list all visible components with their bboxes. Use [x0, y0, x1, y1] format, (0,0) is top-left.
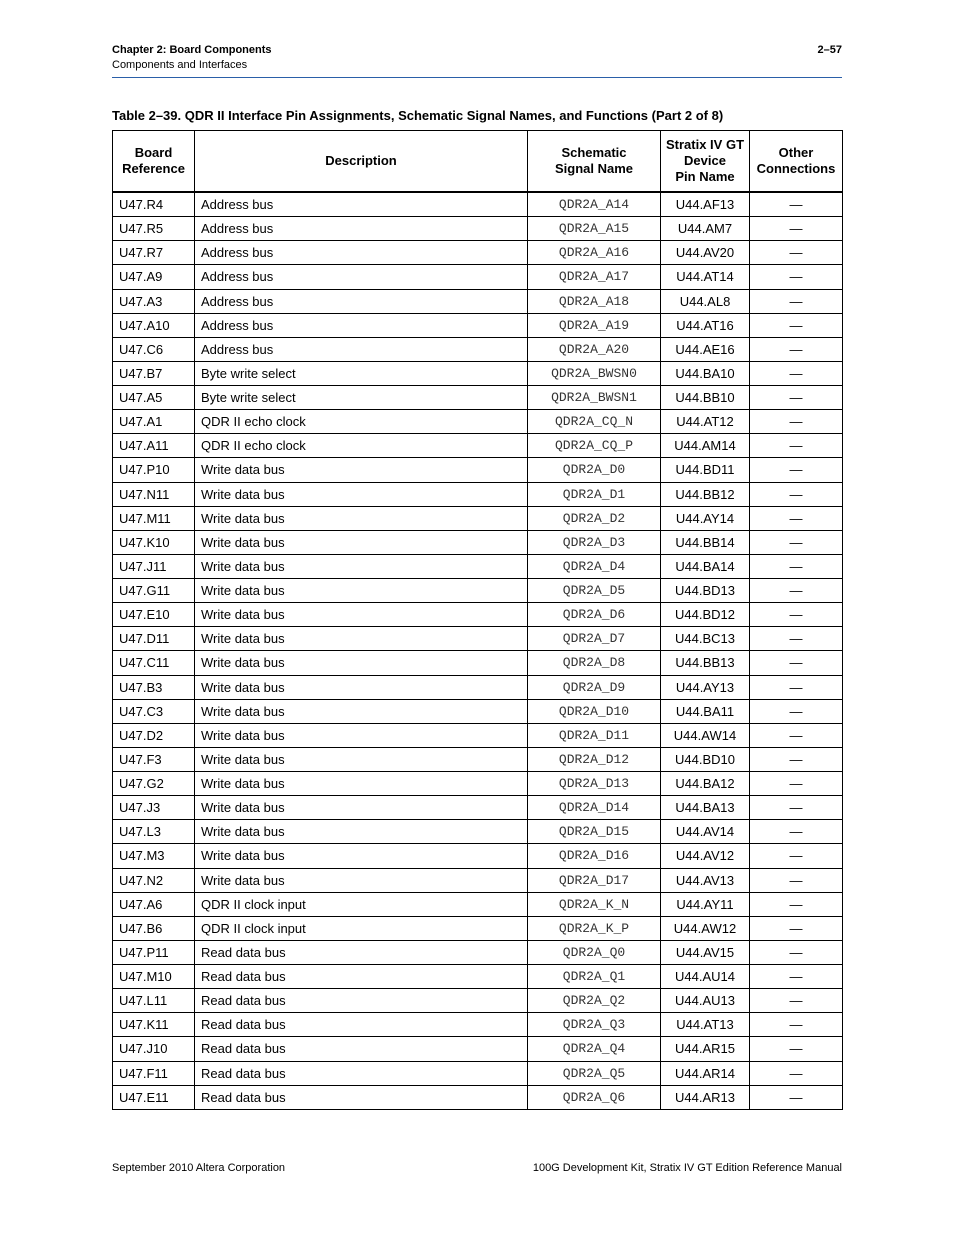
cell-board-reference: U47.G11 [113, 579, 195, 603]
cell-description: Write data bus [195, 820, 528, 844]
cell-other-connections: — [750, 265, 843, 289]
table-row [113, 965, 843, 989]
cell-pin-name: U44.AT12 [661, 410, 750, 434]
cell-description: Read data bus [195, 1013, 528, 1037]
cell-board-reference: U47.K10 [113, 530, 195, 554]
table-row [113, 844, 843, 868]
cell-other-connections: — [750, 530, 843, 554]
table-row [113, 265, 843, 289]
cell-other-connections: — [750, 482, 843, 506]
cell-signal-name: QDR2A_K_P [528, 916, 661, 940]
table-row [113, 989, 843, 1013]
cell-pin-name: U44.AL8 [661, 289, 750, 313]
cell-signal-name: QDR2A_BWSN1 [528, 386, 661, 410]
cell-pin-name: U44.AY13 [661, 675, 750, 699]
cell-description: Byte write select [195, 386, 528, 410]
cell-description: Byte write select [195, 361, 528, 385]
footer-date-company: September 2010 Altera Corporation [112, 1162, 286, 1174]
cell-signal-name: QDR2A_Q2 [528, 989, 661, 1013]
table-row [113, 241, 843, 265]
cell-description: Address bus [195, 313, 528, 337]
cell-pin-name: U44.AM14 [661, 434, 750, 458]
cell-signal-name: QDR2A_Q4 [528, 1037, 661, 1061]
cell-description: Write data bus [195, 747, 528, 771]
header-line: Pin Name [675, 169, 735, 184]
header-rule [112, 77, 842, 78]
cell-signal-name: QDR2A_D6 [528, 603, 661, 627]
table-row [113, 627, 843, 651]
cell-other-connections: — [750, 940, 843, 964]
running-header [112, 43, 272, 73]
cell-other-connections: — [750, 386, 843, 410]
cell-board-reference: U47.A9 [113, 265, 195, 289]
cell-pin-name: U44.BD12 [661, 603, 750, 627]
cell-signal-name: QDR2A_Q3 [528, 1013, 661, 1037]
cell-pin-name: U44.BB14 [661, 530, 750, 554]
table-row [113, 361, 843, 385]
table-row [113, 434, 843, 458]
table-row [113, 675, 843, 699]
header-line: Stratix IV GT [665, 137, 745, 152]
table-row [113, 940, 843, 964]
cell-pin-name: U44.AT13 [661, 1013, 750, 1037]
cell-description: Write data bus [195, 603, 528, 627]
cell-board-reference: U47.J11 [113, 554, 195, 578]
cell-board-reference: U47.E11 [113, 1085, 195, 1109]
cell-signal-name: QDR2A_BWSN0 [528, 361, 661, 385]
cell-description: Address bus [195, 265, 528, 289]
cell-other-connections: — [750, 699, 843, 723]
cell-other-connections: — [750, 192, 843, 217]
cell-signal-name: QDR2A_Q0 [528, 940, 661, 964]
table-row [113, 1037, 843, 1061]
cell-signal-name: QDR2A_D17 [528, 868, 661, 892]
cell-description: Write data bus [195, 651, 528, 675]
cell-signal-name: QDR2A_D13 [528, 772, 661, 796]
cell-board-reference: U47.B6 [113, 916, 195, 940]
table-header-row [113, 131, 843, 193]
cell-description: Write data bus [195, 796, 528, 820]
table-row [113, 603, 843, 627]
cell-signal-name: QDR2A_Q5 [528, 1061, 661, 1085]
cell-other-connections: — [750, 796, 843, 820]
col-header-schematic-signal-name [528, 131, 661, 193]
col-header-other-connections [750, 131, 843, 193]
cell-description: Address bus [195, 192, 528, 217]
cell-signal-name: QDR2A_D12 [528, 747, 661, 771]
cell-description: Write data bus [195, 868, 528, 892]
page-number: 2–57 [817, 44, 842, 56]
cell-description: QDR II clock input [195, 892, 528, 916]
table-row [113, 651, 843, 675]
table-row [113, 579, 843, 603]
cell-pin-name: U44.AT16 [661, 313, 750, 337]
cell-pin-name: U44.AV12 [661, 844, 750, 868]
cell-board-reference: U47.N2 [113, 868, 195, 892]
cell-pin-name: U44.BA10 [661, 361, 750, 385]
cell-signal-name: QDR2A_D10 [528, 699, 661, 723]
cell-signal-name: QDR2A_D4 [528, 554, 661, 578]
cell-description: Write data bus [195, 506, 528, 530]
cell-pin-name: U44.BD10 [661, 747, 750, 771]
cell-description: Address bus [195, 217, 528, 241]
cell-signal-name: QDR2A_K_N [528, 892, 661, 916]
table-row [113, 1085, 843, 1109]
cell-pin-name: U44.AV14 [661, 820, 750, 844]
cell-pin-name: U44.AV13 [661, 868, 750, 892]
cell-board-reference: U47.A3 [113, 289, 195, 313]
cell-description: Read data bus [195, 1061, 528, 1085]
cell-other-connections: — [750, 434, 843, 458]
table-row [113, 1013, 843, 1037]
cell-board-reference: U47.C11 [113, 651, 195, 675]
cell-signal-name: QDR2A_D16 [528, 844, 661, 868]
table-row [113, 217, 843, 241]
table-row [113, 868, 843, 892]
table-row [113, 458, 843, 482]
cell-board-reference: U47.J3 [113, 796, 195, 820]
cell-pin-name: U44.AV15 [661, 940, 750, 964]
cell-other-connections: — [750, 627, 843, 651]
cell-board-reference: U47.M11 [113, 506, 195, 530]
cell-board-reference: U47.A11 [113, 434, 195, 458]
cell-pin-name: U44.AM7 [661, 217, 750, 241]
cell-signal-name: QDR2A_CQ_P [528, 434, 661, 458]
cell-board-reference: U47.A5 [113, 386, 195, 410]
cell-other-connections: — [750, 965, 843, 989]
table-row [113, 1061, 843, 1085]
table-row [113, 410, 843, 434]
cell-description: Read data bus [195, 989, 528, 1013]
cell-other-connections: — [750, 892, 843, 916]
header-line: Reference [122, 161, 185, 176]
cell-signal-name: QDR2A_D8 [528, 651, 661, 675]
table-row [113, 337, 843, 361]
table-row [113, 386, 843, 410]
cell-description: Write data bus [195, 530, 528, 554]
cell-other-connections: — [750, 651, 843, 675]
cell-board-reference: U47.A6 [113, 892, 195, 916]
table-row [113, 289, 843, 313]
cell-pin-name: U44.BA11 [661, 699, 750, 723]
cell-other-connections: — [750, 989, 843, 1013]
header-line: Other [778, 145, 814, 160]
cell-other-connections: — [750, 289, 843, 313]
cell-signal-name: QDR2A_Q1 [528, 965, 661, 989]
cell-pin-name: U44.BB13 [661, 651, 750, 675]
cell-board-reference: U47.P10 [113, 458, 195, 482]
cell-description: Write data bus [195, 772, 528, 796]
cell-other-connections: — [750, 1013, 843, 1037]
cell-board-reference: U47.R4 [113, 192, 195, 217]
cell-pin-name: U44.AE16 [661, 337, 750, 361]
cell-pin-name: U44.BA13 [661, 796, 750, 820]
cell-board-reference: U47.A10 [113, 313, 195, 337]
cell-description: QDR II clock input [195, 916, 528, 940]
cell-pin-name: U44.AR13 [661, 1085, 750, 1109]
cell-board-reference: U47.R5 [113, 217, 195, 241]
cell-board-reference: U47.P11 [113, 940, 195, 964]
cell-board-reference: U47.M10 [113, 965, 195, 989]
cell-other-connections: — [750, 241, 843, 265]
table-row [113, 699, 843, 723]
table-row [113, 506, 843, 530]
cell-signal-name: QDR2A_D3 [528, 530, 661, 554]
cell-description: Write data bus [195, 844, 528, 868]
header-line: Schematic [561, 145, 627, 160]
cell-other-connections: — [750, 217, 843, 241]
cell-signal-name: QDR2A_A15 [528, 217, 661, 241]
col-header-board-reference [113, 131, 195, 193]
header-line: Device [684, 153, 726, 168]
cell-signal-name: QDR2A_A16 [528, 241, 661, 265]
cell-description: QDR II echo clock [195, 434, 528, 458]
cell-board-reference: U47.E10 [113, 603, 195, 627]
col-header-description [195, 131, 528, 193]
table-row [113, 892, 843, 916]
cell-signal-name: QDR2A_D7 [528, 627, 661, 651]
cell-board-reference: U47.C3 [113, 699, 195, 723]
cell-pin-name: U44.AR14 [661, 1061, 750, 1085]
table-row [113, 796, 843, 820]
cell-description: Write data bus [195, 699, 528, 723]
cell-board-reference: U47.A1 [113, 410, 195, 434]
table-row [113, 192, 843, 217]
cell-pin-name: U44.AW14 [661, 723, 750, 747]
cell-other-connections: — [750, 1037, 843, 1061]
header-line: Signal Name [554, 161, 634, 176]
cell-board-reference: U47.F3 [113, 747, 195, 771]
cell-pin-name: U44.AR15 [661, 1037, 750, 1061]
cell-description: Address bus [195, 241, 528, 265]
cell-other-connections: — [750, 772, 843, 796]
cell-description: Read data bus [195, 965, 528, 989]
cell-signal-name: QDR2A_D1 [528, 482, 661, 506]
cell-description: Write data bus [195, 723, 528, 747]
cell-pin-name: U44.AW12 [661, 916, 750, 940]
header-line: Description [325, 153, 397, 168]
header-line: Connections [756, 161, 836, 176]
cell-pin-name: U44.BD13 [661, 579, 750, 603]
table-row [113, 916, 843, 940]
cell-board-reference: U47.D11 [113, 627, 195, 651]
cell-pin-name: U44.BA12 [661, 772, 750, 796]
cell-other-connections: — [750, 844, 843, 868]
cell-other-connections: — [750, 1085, 843, 1109]
pin-assignment-table [112, 130, 843, 1110]
cell-board-reference: U47.L3 [113, 820, 195, 844]
table-row [113, 747, 843, 771]
cell-board-reference: U47.L11 [113, 989, 195, 1013]
cell-other-connections: — [750, 723, 843, 747]
cell-pin-name: U44.AU13 [661, 989, 750, 1013]
section-title: Components and Interfaces [112, 59, 248, 71]
cell-board-reference: U47.C6 [113, 337, 195, 361]
table-row [113, 723, 843, 747]
cell-board-reference: U47.G2 [113, 772, 195, 796]
cell-board-reference: U47.J10 [113, 1037, 195, 1061]
cell-other-connections: — [750, 868, 843, 892]
cell-other-connections: — [750, 747, 843, 771]
cell-description: Write data bus [195, 627, 528, 651]
cell-pin-name: U44.AF13 [661, 192, 750, 217]
cell-signal-name: QDR2A_A20 [528, 337, 661, 361]
cell-pin-name: U44.BB12 [661, 482, 750, 506]
cell-other-connections: — [750, 1061, 843, 1085]
cell-board-reference: U47.F11 [113, 1061, 195, 1085]
cell-other-connections: — [750, 313, 843, 337]
cell-other-connections: — [750, 675, 843, 699]
chapter-title: Chapter 2: Board Components [112, 44, 272, 56]
cell-other-connections: — [750, 458, 843, 482]
table-row [113, 820, 843, 844]
table-body [113, 192, 843, 1109]
cell-other-connections: — [750, 337, 843, 361]
cell-other-connections: — [750, 554, 843, 578]
cell-pin-name: U44.AT14 [661, 265, 750, 289]
cell-description: Read data bus [195, 940, 528, 964]
cell-signal-name: QDR2A_A17 [528, 265, 661, 289]
cell-signal-name: QDR2A_D14 [528, 796, 661, 820]
cell-description: QDR II echo clock [195, 410, 528, 434]
cell-board-reference: U47.N11 [113, 482, 195, 506]
cell-board-reference: U47.B7 [113, 361, 195, 385]
cell-signal-name: QDR2A_CQ_N [528, 410, 661, 434]
cell-pin-name: U44.AU14 [661, 965, 750, 989]
cell-description: Write data bus [195, 458, 528, 482]
cell-signal-name: QDR2A_A19 [528, 313, 661, 337]
cell-pin-name: U44.BA14 [661, 554, 750, 578]
cell-description: Read data bus [195, 1037, 528, 1061]
cell-other-connections: — [750, 361, 843, 385]
cell-signal-name: QDR2A_D5 [528, 579, 661, 603]
cell-other-connections: — [750, 916, 843, 940]
cell-description: Address bus [195, 289, 528, 313]
cell-other-connections: — [750, 603, 843, 627]
cell-description: Address bus [195, 337, 528, 361]
cell-pin-name: U44.AY14 [661, 506, 750, 530]
table-caption: Table 2–39. QDR II Interface Pin Assignments, Schematic Signal Names, and Functions (Part 2 of 8) [112, 108, 724, 123]
cell-description: Read data bus [195, 1085, 528, 1109]
cell-pin-name: U44.BB10 [661, 386, 750, 410]
cell-description: Write data bus [195, 675, 528, 699]
cell-other-connections: — [750, 579, 843, 603]
cell-signal-name: QDR2A_Q6 [528, 1085, 661, 1109]
table-row [113, 482, 843, 506]
cell-board-reference: U47.D2 [113, 723, 195, 747]
table-row [113, 772, 843, 796]
cell-signal-name: QDR2A_D11 [528, 723, 661, 747]
cell-signal-name: QDR2A_D2 [528, 506, 661, 530]
col-header-device-pin-name [661, 131, 750, 193]
header-line: Board [134, 145, 173, 160]
footer-manual-title: 100G Development Kit, Stratix IV GT Edition Reference Manual [532, 1162, 842, 1174]
cell-pin-name: U44.AY11 [661, 892, 750, 916]
cell-board-reference: U47.K11 [113, 1013, 195, 1037]
cell-signal-name: QDR2A_D0 [528, 458, 661, 482]
cell-description: Write data bus [195, 554, 528, 578]
cell-pin-name: U44.BC13 [661, 627, 750, 651]
cell-board-reference: U47.R7 [113, 241, 195, 265]
cell-pin-name: U44.AV20 [661, 241, 750, 265]
cell-other-connections: — [750, 410, 843, 434]
table-row [113, 554, 843, 578]
cell-signal-name: QDR2A_A14 [528, 192, 661, 217]
cell-other-connections: — [750, 820, 843, 844]
cell-signal-name: QDR2A_D15 [528, 820, 661, 844]
table-row [113, 530, 843, 554]
cell-board-reference: U47.M3 [113, 844, 195, 868]
table-row [113, 313, 843, 337]
cell-board-reference: U47.B3 [113, 675, 195, 699]
cell-other-connections: — [750, 506, 843, 530]
cell-description: Write data bus [195, 579, 528, 603]
cell-signal-name: QDR2A_A18 [528, 289, 661, 313]
cell-description: Write data bus [195, 482, 528, 506]
cell-pin-name: U44.BD11 [661, 458, 750, 482]
cell-signal-name: QDR2A_D9 [528, 675, 661, 699]
